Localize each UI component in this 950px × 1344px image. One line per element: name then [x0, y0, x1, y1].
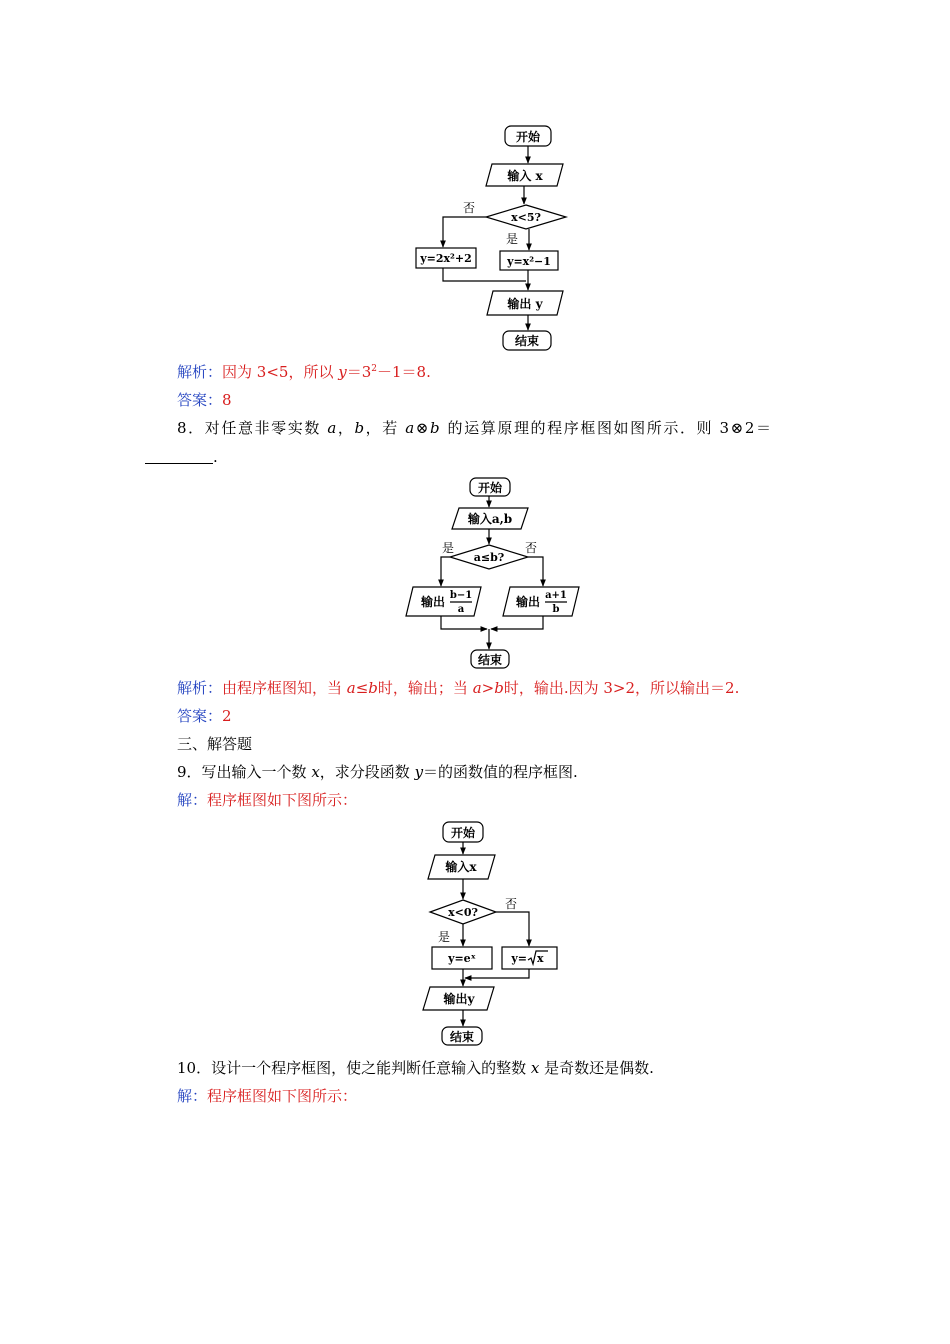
- left-output-prefix: 输出: [420, 595, 446, 609]
- analysis-t2: 时，输出；当: [377, 679, 473, 697]
- analysis-t3: 时，输出.因为 3>2，所以输出＝2.: [503, 679, 740, 697]
- answer-value: 8: [222, 391, 232, 409]
- q8-var-b: b: [354, 419, 366, 437]
- input-label: 输入x: [445, 860, 477, 874]
- left-fraction-numerator: b−1: [449, 590, 473, 601]
- answer-blank[interactable]: [145, 449, 213, 464]
- solution-label: 解：: [177, 1087, 208, 1105]
- solution-text: 程序框图如下图所示：: [207, 791, 358, 809]
- analysis-text-c: －1＝8.: [376, 363, 431, 381]
- solution-text: 程序框图如下图所示：: [207, 1087, 358, 1105]
- q9-var-x: x: [311, 763, 320, 781]
- q8-sep: ，: [337, 419, 355, 437]
- q8-mid: ，若: [365, 419, 406, 437]
- end-label: 结束: [449, 1030, 475, 1044]
- q8-operation: a⊗b: [405, 419, 442, 437]
- yes-label: 是: [437, 930, 451, 944]
- solution-label: 解：: [177, 791, 208, 809]
- answer-value: 2: [222, 707, 232, 725]
- right-output-prefix: 输出: [515, 595, 541, 609]
- solution-8: [177, 678, 739, 698]
- question-10: [177, 1058, 654, 1078]
- left-process-label: y=eˣ: [448, 952, 476, 965]
- flowchart-3: [410, 815, 580, 1050]
- q8-tail: 的运算原理的程序框图如图所示．则 3⊗2＝: [441, 419, 773, 437]
- output-label: 输出y: [443, 992, 475, 1006]
- analysis-var-y: y: [338, 363, 347, 381]
- left-process-label: y=2x²+2: [420, 252, 472, 265]
- right-process-node: [502, 947, 557, 969]
- q10-var-x: x: [530, 1059, 540, 1077]
- start-label: 开始: [450, 826, 476, 840]
- solution-7: [177, 362, 431, 382]
- analysis-t1: 由程序框图知，当: [222, 679, 347, 697]
- right-fraction-denominator: b: [552, 604, 560, 615]
- answer-8: [177, 706, 232, 726]
- answer-label: 答案：: [177, 391, 223, 409]
- decision-label: x<0?: [448, 906, 478, 919]
- section-heading: 三、解答题: [177, 735, 253, 753]
- analysis-cond-2: a>b: [472, 679, 504, 697]
- decision-label: a≤b?: [473, 551, 505, 564]
- end-label: 结束: [514, 334, 540, 348]
- q8-number: 8．对任意非零实数: [177, 419, 328, 437]
- answer-label: 答案：: [177, 707, 223, 725]
- no-label: 否: [462, 201, 476, 215]
- q9-t1: 9．写出输入一个数: [177, 763, 312, 781]
- analysis-text-a: 因为 3<5，所以: [222, 363, 339, 381]
- question-8: [177, 418, 773, 438]
- answer-7: [177, 390, 232, 410]
- start-label: 开始: [515, 130, 541, 144]
- analysis-label: 解析：: [177, 363, 223, 381]
- right-process-label: y=x²−1: [507, 255, 551, 268]
- right-fraction-numerator: a+1: [545, 590, 567, 601]
- flowchart-1: [400, 120, 590, 355]
- start-label: 开始: [477, 481, 503, 495]
- output-label: 输出 y: [507, 297, 543, 311]
- right-output-node: [503, 587, 579, 616]
- end-label: 结束: [477, 653, 503, 667]
- analysis-exponent: 2: [371, 364, 377, 374]
- q8-end: .: [213, 448, 218, 466]
- q9-t3: ＝的函数值的程序框图.: [423, 763, 578, 781]
- input-label: 输入 x: [507, 169, 543, 183]
- left-fraction-denominator: a: [457, 604, 465, 615]
- q10-t1: 10．设计一个程序框图，使之能判断任意输入的整数: [177, 1059, 531, 1077]
- no-label: 否: [524, 541, 538, 555]
- analysis-label: 解析：: [177, 679, 223, 697]
- right-process-prefix: y=: [511, 952, 527, 965]
- input-label: 输入a,b: [467, 512, 513, 526]
- yes-label: 是: [441, 541, 455, 555]
- question-8-blank-line: [145, 447, 218, 467]
- solution-9: [177, 790, 357, 810]
- q9-var-y: y: [414, 763, 424, 781]
- yes-label: 是: [505, 232, 519, 246]
- right-process-sqrt-arg: x: [537, 952, 544, 965]
- no-label: 否: [504, 897, 518, 911]
- q10-t2: 是奇数还是偶数.: [539, 1059, 654, 1077]
- q9-t2: ，求分段函数: [319, 763, 415, 781]
- decision-label: x<5?: [511, 211, 541, 224]
- analysis-cond-1: a≤b: [346, 679, 378, 697]
- question-9: [177, 762, 578, 782]
- q8-var-a: a: [327, 419, 338, 437]
- flowchart-2: [400, 470, 590, 675]
- solution-10: [177, 1086, 357, 1106]
- analysis-text-b: ＝3: [346, 363, 372, 381]
